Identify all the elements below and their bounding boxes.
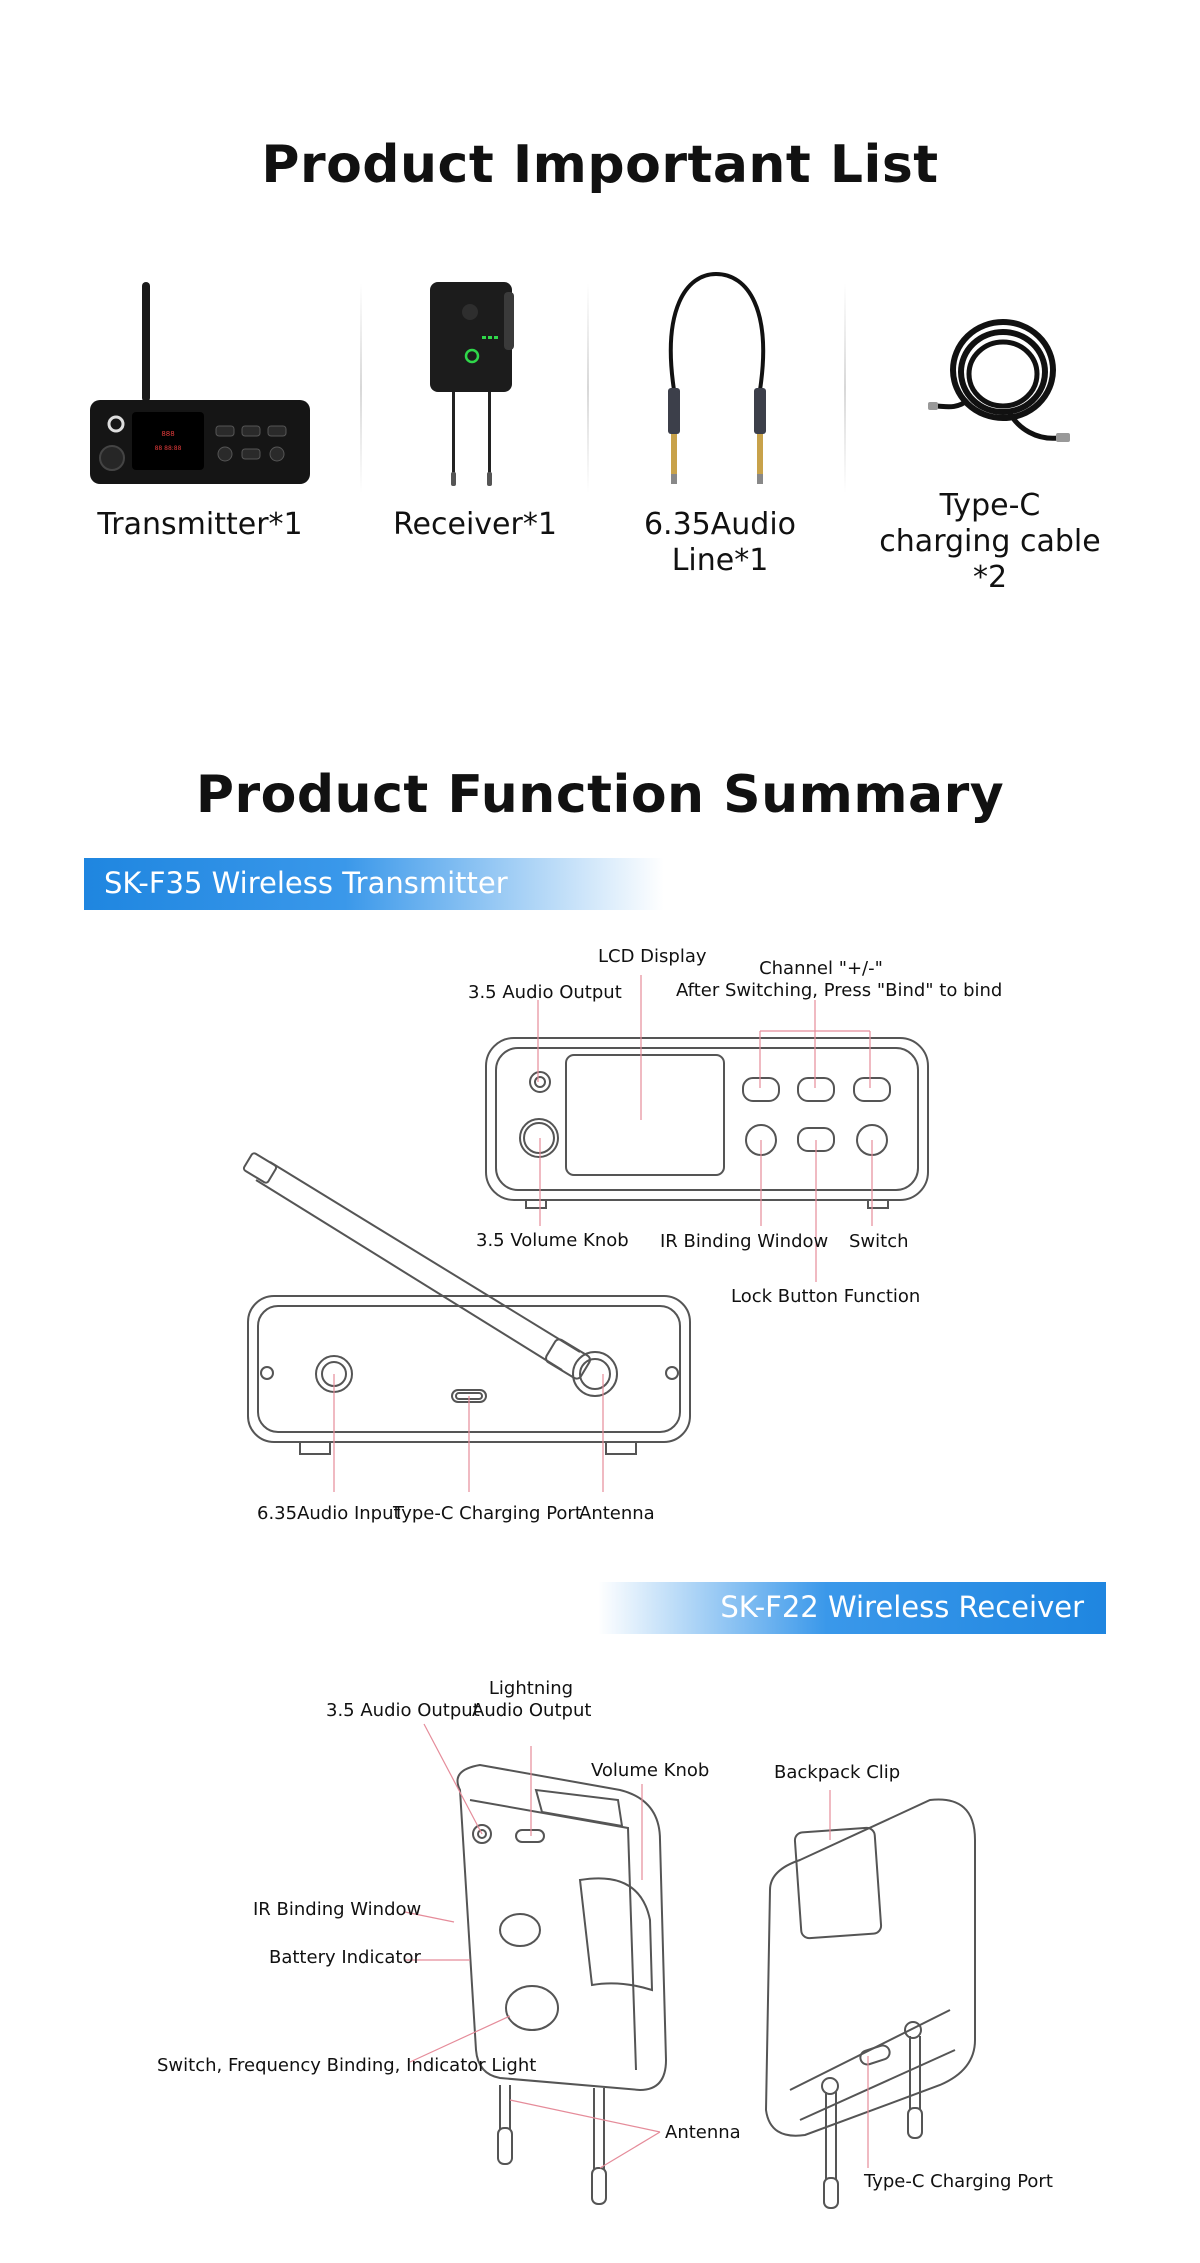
annotation-lock-button: Lock Button Function [731,1286,921,1307]
product-label-line: charging cable *2 [879,524,1101,595]
annotation-backpack-clip: Backpack Clip [774,1762,901,1783]
annotation-receiver-antenna: Antenna [665,2122,741,2143]
annotation-channel-line1: Channel "+/-" [759,958,883,979]
annotation-antenna: Antenna [579,1503,655,1524]
annotation-receiver-volume-knob: Volume Knob [591,1760,710,1781]
annotation-switch-binding: Switch, Frequency Binding, Indicator Light [157,2055,537,2076]
annotation-type-c-port: Type-C Charging Port [393,1503,582,1524]
annotation-receiver-ir-binding-window: IR Binding Window [253,1899,422,1920]
annotation-audio-input: 6.35Audio Input [257,1503,401,1524]
svg-text:888: 888 [161,430,175,438]
annotation-audio-output: 3.5 Audio Output [468,982,622,1003]
product-label-audio-line: 6.35Audio Line*1 [643,507,797,578]
annotation-battery-indicator: Battery Indicator [269,1947,421,1968]
product-label-receiver: Receiver*1 [393,507,557,542]
annotation-lightning-line2: Audio Output [472,1700,592,1721]
annotation-lcd-display: LCD Display [598,946,707,967]
product-label-line: Type-C [939,488,1041,523]
transmitter-banner-text: SK-F35 Wireless Transmitter [104,866,508,900]
annotation-channel-line2: After Switching, Press "Bind" to bind [676,980,1003,1001]
annotation-lightning [472,1678,590,1722]
annotation-switch: Switch [849,1231,909,1252]
product-label-transmitter: Transmitter*1 [97,507,303,542]
svg-text:88 88:88: 88 88:88 [154,445,182,452]
function-summary-title: Product Function Summary [195,765,1005,825]
annotation-volume-knob: 3.5 Volume Knob [476,1230,629,1251]
annotation-lightning-line1: Lightning [488,1678,574,1699]
annotation-receiver-audio-output: 3.5 Audio Output [326,1700,480,1721]
receiver-banner-text: SK-F22 Wireless Receiver [720,1590,1084,1624]
important-list-title: Product Important List [261,135,939,195]
annotation-receiver-type-c-port: Type-C Charging Port [864,2171,1053,2192]
annotation-ir-binding-window: IR Binding Window [660,1231,829,1252]
